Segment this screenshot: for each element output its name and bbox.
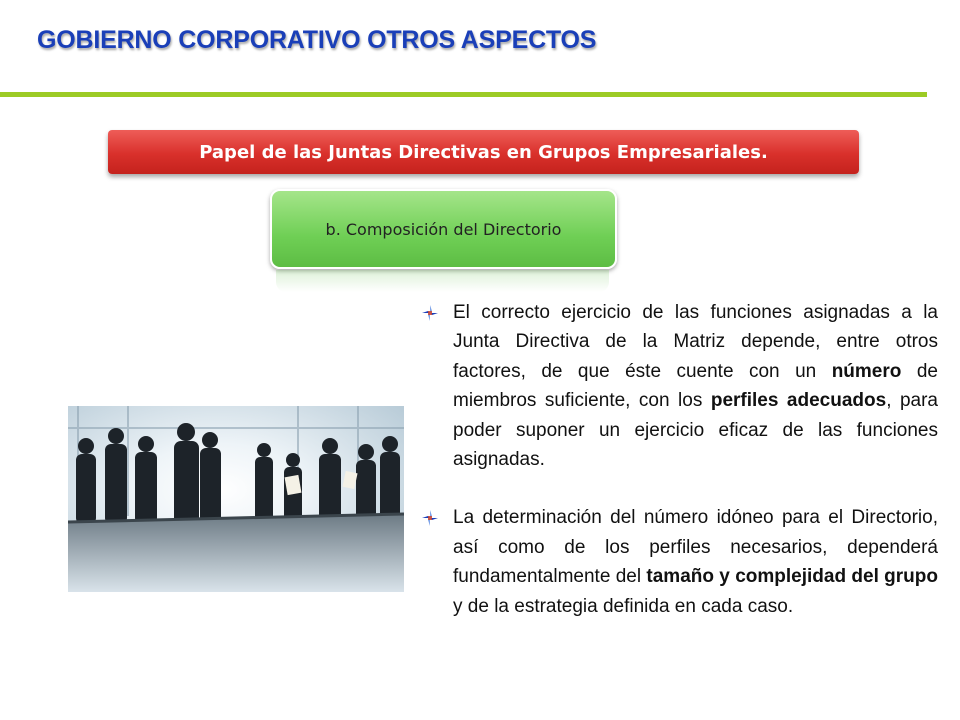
pinwheel-bullet-icon [422,510,438,526]
bullet-text: y de la estrategia definida en cada caso. [453,595,794,617]
bullet-item [422,503,938,621]
topic-banner [108,130,859,174]
bullet-text: de miembros suficiente, con los [453,360,938,412]
bullet-list [422,298,938,621]
bullet-text: La determinación del número idóneo para el Directorio, así como de los perfiles necesarios, dependerá fundamentalmente del [453,507,938,588]
bullet-text: , para poder suponer un ejercicio eficaz de las funciones asignadas. [453,390,938,471]
bullet-emphasis: número [831,360,902,382]
section-box [270,189,617,269]
section-label: b. Composición del Directorio [325,219,562,239]
bullet-emphasis: perfiles adecuados [710,390,887,412]
section-box-reflection [276,270,609,292]
business-meeting-photo [68,406,404,592]
pinwheel-bullet-icon [422,305,438,321]
topic-banner-text: Papel de las Juntas Directivas en Grupos Empresariales. [199,141,768,163]
bullet-text: El correcto ejercicio de las funciones asignadas a la Junta Directiva de la Matriz depende, entre otros factores, de que éste cuente con un [453,302,938,382]
bullet-item [422,298,938,474]
bullet-emphasis: tamaño y complejidad del grupo [646,566,938,588]
title-divider [0,92,927,97]
slide-title: GOBIERNO CORPORATIVO OTROS ASPECTOS [37,26,597,54]
